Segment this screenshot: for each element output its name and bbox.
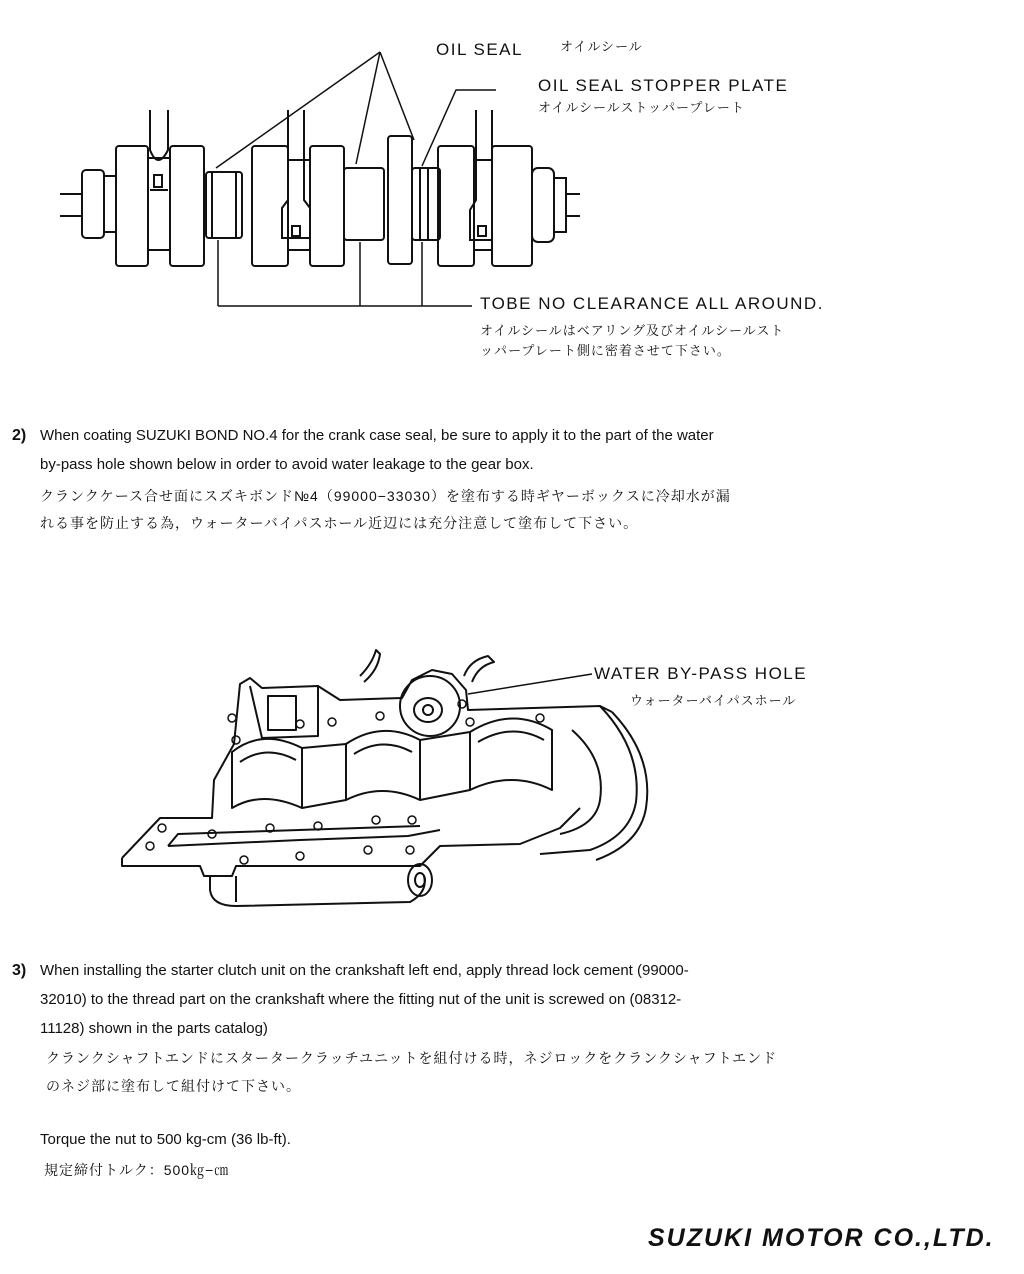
no-clearance-label: TOBE NO CLEARANCE ALL AROUND. [480, 294, 824, 313]
section-3-number: 3) [12, 962, 27, 979]
stopper-plate-label-jp: オイルシールストッパープレート [538, 100, 745, 115]
section-2-jp-line-2: れる事を防止する為，ウォーターバイパスホール近辺には充分注意して塗布して下さい。 [40, 515, 639, 531]
stopper-plate-label: OIL SEAL STOPPER PLATE [538, 76, 789, 95]
section-3-jp-line-2: のネジ部に塗布して組付けて下さい。 [46, 1078, 301, 1094]
oil-seal-label-jp: オイルシール [560, 39, 643, 54]
company-name: SUZUKI MOTOR CO.,LTD. [648, 1224, 995, 1252]
section-3-line-1: When installing the starter clutch unit on the crankshaft left end, apply thread lock cement (99000- [40, 962, 689, 979]
section-3-line-3: 11128) shown in the parts catalog) [40, 1020, 268, 1037]
oil-seal-label: OIL SEAL [436, 40, 523, 59]
water-bypass-label-jp: ウォーターバイパスホール [630, 693, 797, 708]
section-2-jp-line-1: クランクケース合せ面にスズキボンド№4（99000−33030）を塗布する時ギヤーボックスに冷却水が漏 [40, 488, 731, 504]
section-3-line-2: 32010) to the thread part on the crankshaft where the fitting nut of the unit is screwed on (08312- [40, 991, 682, 1008]
crankcase-diagram [0, 640, 1024, 940]
no-clearance-label-jp-1: オイルシールはベアリング及びオイルシールスト [480, 323, 785, 338]
section-2-number: 2) [12, 427, 27, 444]
section-2-line-1: When coating SUZUKI BOND NO.4 for the crank case seal, be sure to apply it to the part of the water [40, 427, 714, 444]
water-bypass-label: WATER BY-PASS HOLE [594, 664, 808, 683]
torque-spec: Torque the nut to 500 kg-cm (36 lb-ft). [40, 1131, 291, 1148]
torque-spec-jp: 規定締付トルク：500㎏−㎝ [44, 1162, 230, 1178]
section-2-line-2: by-pass hole shown below in order to avoid water leakage to the gear box. [40, 456, 534, 473]
section-3-jp-line-1: クランクシャフトエンドにスタータークラッチユニットを組付ける時，ネジロックをクランクシャフトエンド [46, 1050, 778, 1066]
no-clearance-label-jp-2: ッパープレート側に密着させて下さい。 [480, 343, 731, 358]
